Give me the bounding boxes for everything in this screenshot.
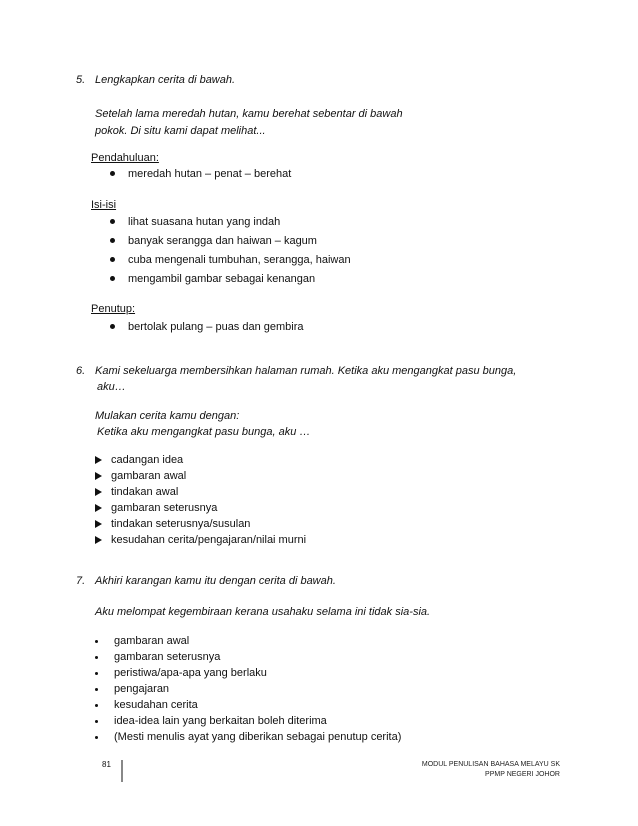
- q5-intro-line1: Setelah lama meredah hutan, kamu berehat sebentar di bawah: [95, 108, 403, 120]
- arrow-bullet-icon: [95, 520, 102, 528]
- q7-item: idea-idea lain yang berkaitan boleh diterima: [114, 715, 327, 727]
- bullet-icon: [95, 656, 98, 659]
- arrow-bullet-icon: [95, 536, 102, 544]
- q5-item: mengambil gambar sebagai kenangan: [128, 273, 316, 285]
- q5-heading-isi: Isi-isi: [91, 199, 117, 211]
- q6-number: 6.: [76, 365, 86, 377]
- q6-start-label: Mulakan cerita kamu dengan:: [95, 410, 240, 422]
- q7-item: (Mesti menulis ayat yang diberikan sebagai penutup cerita): [114, 731, 402, 743]
- arrow-bullet-icon: [95, 488, 102, 496]
- q6-prompt-line1: Kami sekeluarga membersihkan halaman rumah. Ketika aku mengangkat pasu bunga,: [95, 365, 517, 377]
- bullet-icon: [110, 171, 115, 176]
- q5-number: 5.: [76, 74, 86, 86]
- q6-prompt-line2: aku…: [97, 381, 126, 393]
- q6-start-text: Ketika aku mengangkat pasu bunga, aku …: [97, 426, 311, 438]
- q6-item: tindakan seterusnya/susulan: [111, 518, 251, 530]
- q6-item: cadangan idea: [111, 454, 184, 466]
- q7-item: gambaran awal: [114, 635, 190, 647]
- arrow-bullet-icon: [95, 456, 102, 464]
- q5-item: lihat suasana hutan yang indah: [128, 216, 281, 228]
- bullet-icon: [95, 736, 98, 739]
- arrow-bullet-icon: [95, 472, 102, 480]
- q5-item: cuba mengenali tumbuhan, serangga, haiwan: [128, 254, 351, 266]
- q5-intro-line2: pokok. Di situ kami dapat melihat...: [95, 125, 266, 137]
- q5-item: bertolak pulang – puas dan gembira: [128, 321, 304, 333]
- q7-number: 7.: [76, 575, 86, 587]
- bullet-icon: [110, 276, 115, 281]
- bullet-icon: [95, 704, 98, 707]
- q7-item: kesudahan cerita: [114, 699, 198, 711]
- bullet-icon: [110, 219, 115, 224]
- q7-ending-text: Aku melompat kegembiraan kerana usahaku selama ini tidak sia-sia.: [95, 606, 431, 618]
- q6-item: gambaran seterusnya: [111, 502, 218, 514]
- q5-item: meredah hutan – penat – berehat: [128, 168, 292, 180]
- bullet-icon: [110, 238, 115, 243]
- bullet-icon: [95, 640, 98, 643]
- q6-item: kesudahan cerita/pengajaran/nilai murni: [111, 534, 307, 546]
- bullet-icon: [95, 688, 98, 691]
- q7-prompt: Akhiri karangan kamu itu dengan cerita di bawah.: [95, 575, 336, 587]
- bullet-icon: [95, 720, 98, 723]
- q7-item: gambaran seterusnya: [114, 651, 221, 663]
- q5-heading-pendahuluan: Pendahuluan:: [91, 152, 159, 164]
- page-number: 81: [102, 760, 111, 769]
- bullet-icon: [95, 672, 98, 675]
- q5-prompt: Lengkapkan cerita di bawah.: [95, 74, 236, 86]
- q7-item: peristiwa/apa-apa yang berlaku: [114, 667, 267, 679]
- q5-heading-penutup: Penutup:: [91, 303, 136, 315]
- arrow-bullet-icon: [95, 504, 102, 512]
- q6-item: tindakan awal: [111, 486, 179, 498]
- footer-divider: [121, 760, 123, 782]
- footer-title-line2: PPMP NEGERI JOHOR: [485, 771, 560, 778]
- footer-title-line1: MODUL PENULISAN BAHASA MELAYU SK: [421, 761, 560, 768]
- q6-item: gambaran awal: [111, 470, 187, 482]
- q5-item: banyak serangga dan haiwan – kagum: [128, 235, 317, 247]
- q7-item: pengajaran: [114, 683, 170, 695]
- bullet-icon: [110, 324, 115, 329]
- bullet-icon: [110, 257, 115, 262]
